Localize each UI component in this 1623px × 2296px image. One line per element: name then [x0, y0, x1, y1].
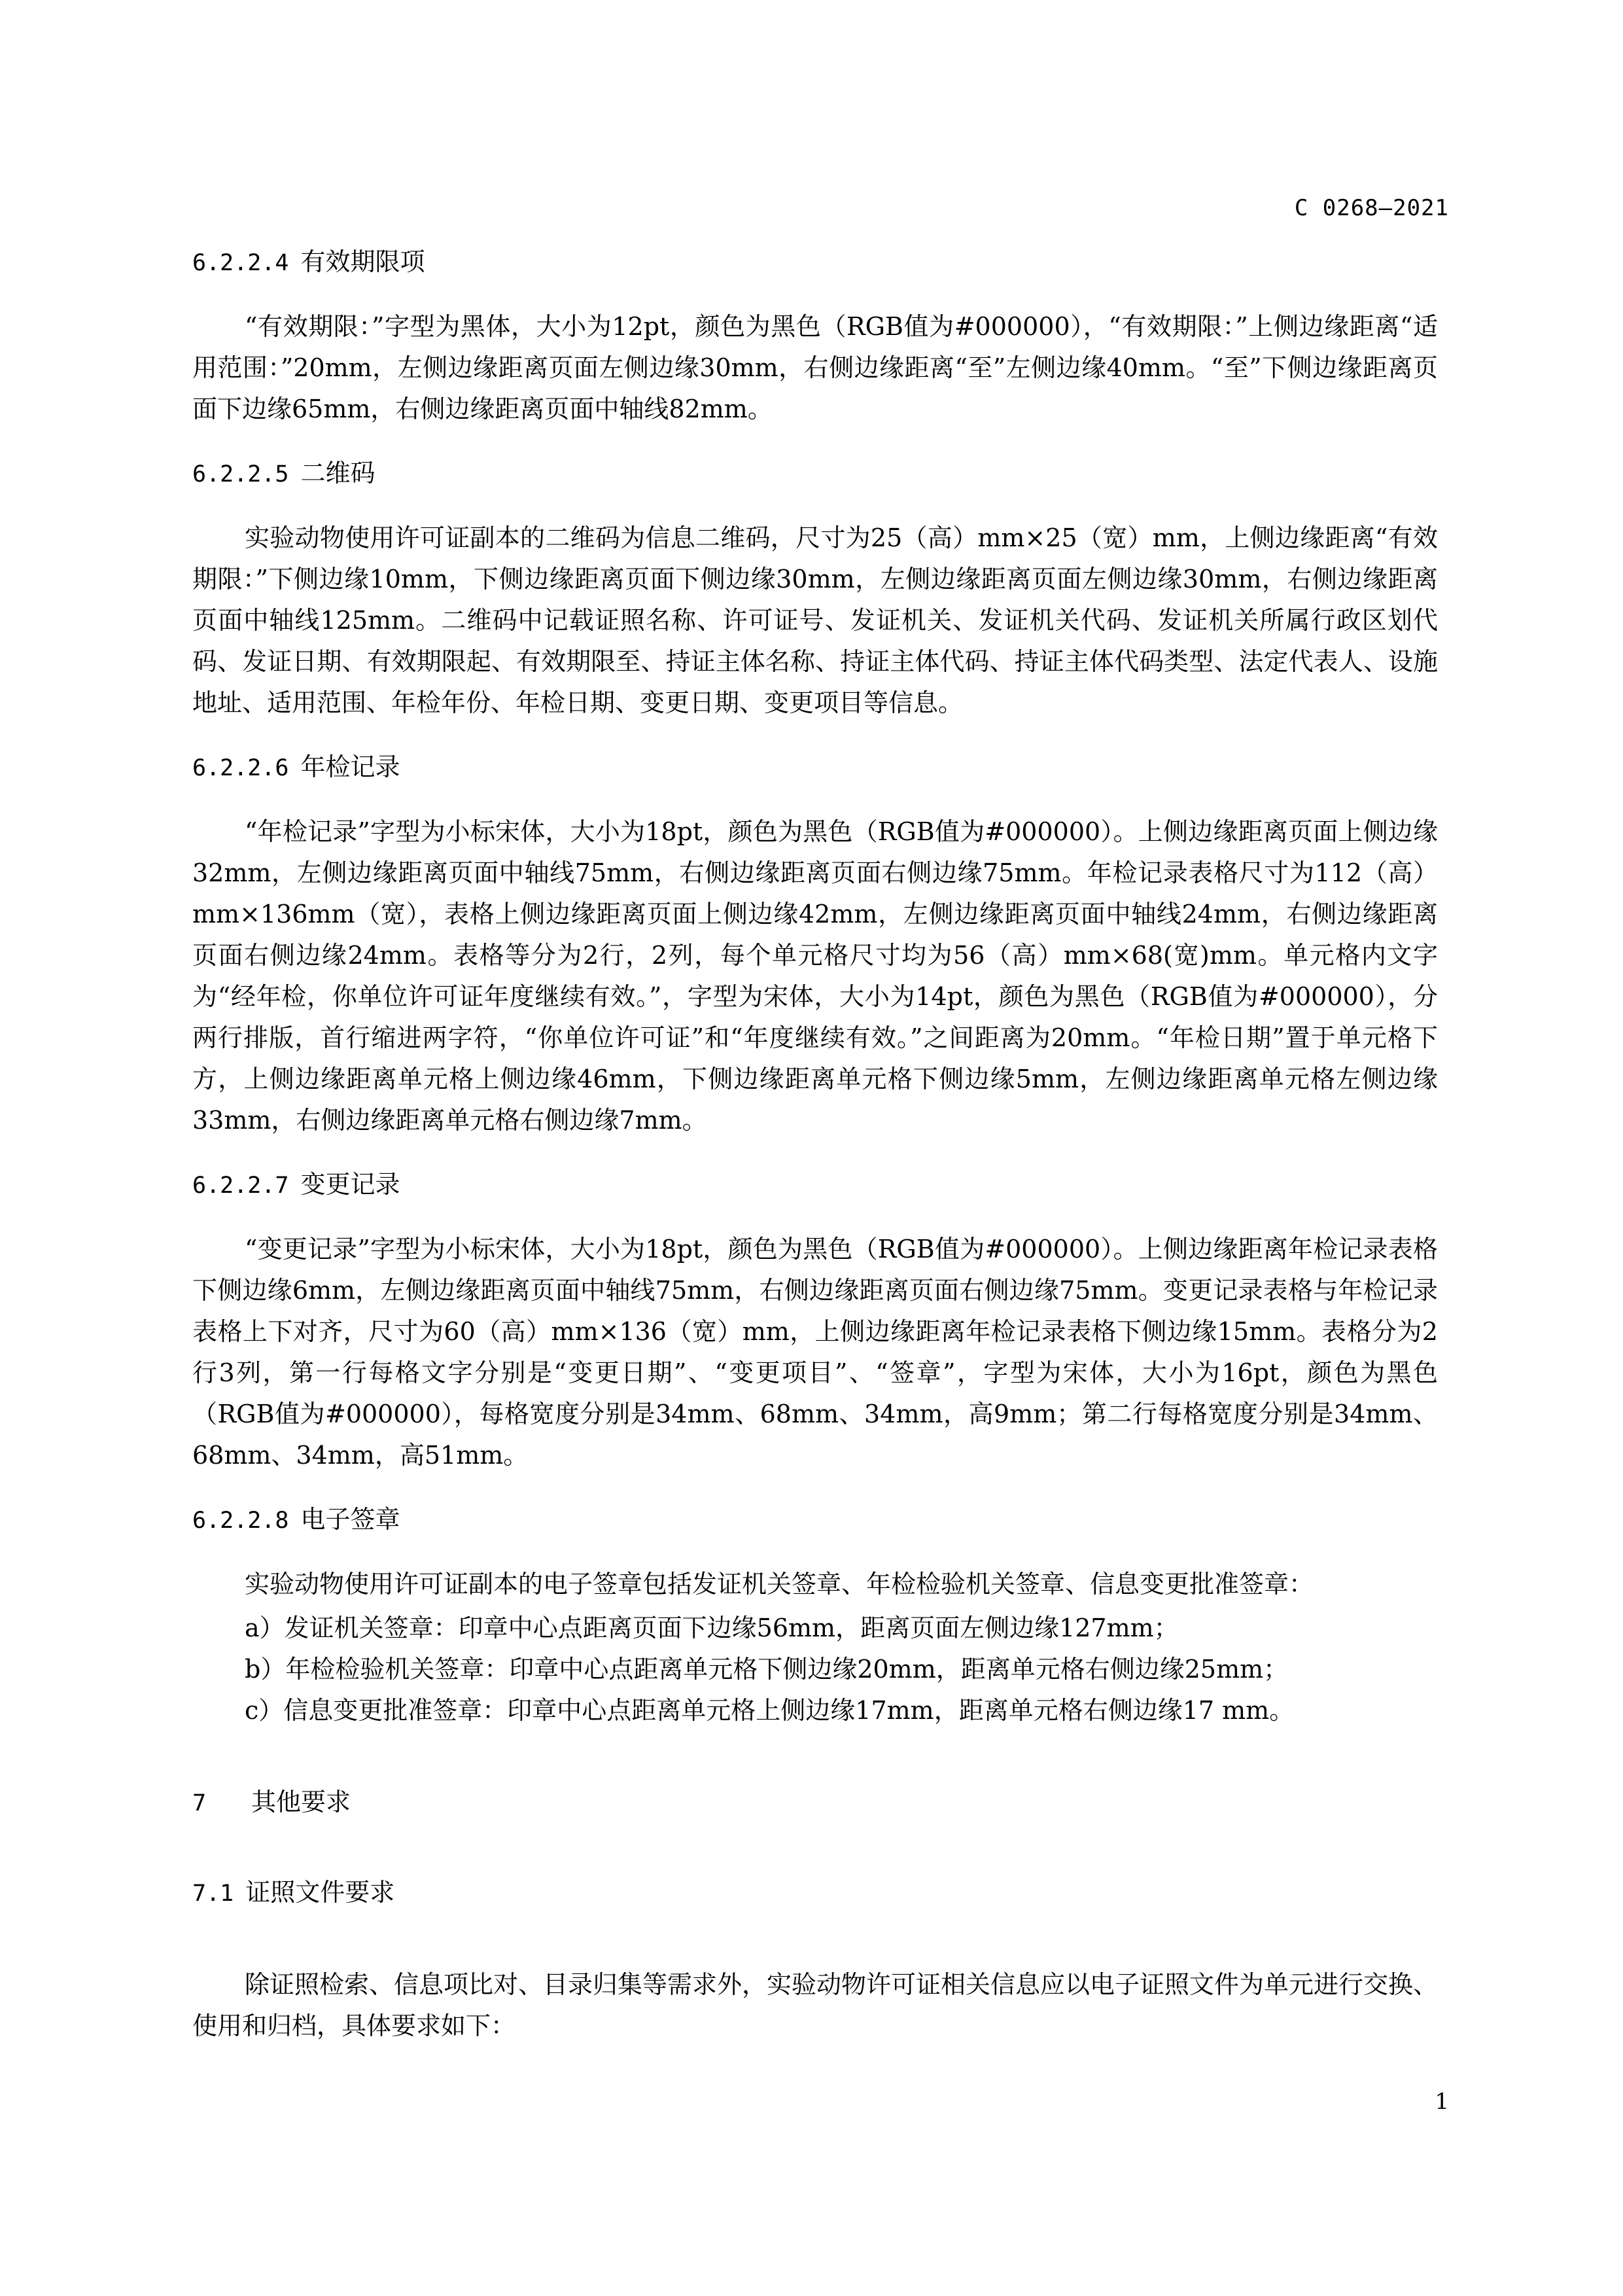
section-title: 证照文件要求 — [245, 1878, 395, 1907]
paragraph: 实验动物使用许可证副本的二维码为信息二维码，尺寸为25（高）mm×25（宽）mm，上侧边缘距离“有效期限：”下侧边缘10mm，下侧边缘距离页面下侧边缘30mm，左侧边缘距离页面左侧边缘30mm，右侧边缘距离页面中轴线125mm。二维码中记载证照名称、许可证号、发证机关、发证机关代码、发证机关所属行政区划代码、发证日期、有效期限起、有效期限至、持证主体名称、持证主体代码、持证主体代码类型、法定代表人、设施地址、适用范围、年检年份、年检日期、变更日期、变更项目等信息。 — [192, 523, 1438, 717]
page-body — [192, 243, 1438, 2072]
chapter-number: 7 — [192, 1790, 207, 1816]
section-number: 6.2.2.6 — [192, 755, 289, 781]
section-number: 6.2.2.5 — [192, 461, 289, 487]
section-heading-6224 — [192, 243, 1438, 281]
section-number: 7.1 — [192, 1881, 234, 1907]
chapter-title: 其他要求 — [251, 1788, 351, 1816]
chapter-heading-7 — [192, 1784, 1438, 1822]
section-heading-6227 — [192, 1166, 1438, 1204]
page-number: 1 — [1435, 2089, 1449, 2115]
section-heading-71 — [192, 1874, 1438, 1912]
paragraph: “有效期限：”字型为黑体，大小为12pt，颜色为黑色（RGB值为#000000），“有效期限：”上侧边缘距离“适用范围：”20mm，左侧边缘距离页面左侧边缘30mm，右侧边缘距离“至”左侧边缘40mm。“至”下侧边缘距离页面下边缘65mm，右侧边缘距离页面中轴线82mm。 — [192, 312, 1438, 423]
signature-list — [192, 1608, 1438, 1731]
list-item: a）发证机关签章：印章中心点距离页面下边缘56mm，距离页面左侧边缘127mm； — [245, 1614, 1179, 1642]
paragraph: “年检记录”字型为小标宋体，大小为18pt，颜色为黑色（RGB值为#000000）。上侧边缘距离页面上侧边缘32mm，左侧边缘距离页面中轴线75mm，右侧边缘距离页面右侧边缘75mm。年检记录表格尺寸为112（高）mm×136mm（宽），表格上侧边缘距离页面上侧边缘42mm，左侧边缘距离页面中轴线24mm，右侧边缘距离页面右侧边缘24mm。表格等分为2行，2列，每个单元格尺寸均为56（高）mm×68(宽)mm。单元格内文字为“经年检，你单位许可证年度继续有效。”，字型为宋体，大小为14pt，颜色为黑色（RGB值为#000000），分两行排版，首行缩进两字符，“你单位许可证”和“年度继续有效。”之间距离为20mm。“年检日期”置于单元格下方，上侧边缘距离单元格上侧边缘46mm，下侧边缘距离单元格下侧边缘5mm，左侧边缘距离单元格左侧边缘33mm，右侧边缘距离单元格右侧边缘7mm。 — [192, 817, 1438, 1135]
section-number: 6.2.2.8 — [192, 1508, 289, 1534]
list-item: c）信息变更批准签章：印章中心点距离单元格上侧边缘17mm，距离单元格右侧边缘17 mm。 — [245, 1696, 1295, 1725]
paragraph: “变更记录”字型为小标宋体，大小为18pt，颜色为黑色（RGB值为#000000）。上侧边缘距离年检记录表格下侧边缘6mm，左侧边缘距离页面中轴线75mm，右侧边缘距离页面右侧边缘75mm。变更记录表格与年检记录表格上下对齐，尺寸为60（高）mm×136（宽）mm，上侧边缘距离年检记录表格下侧边缘15mm。表格分为2行3列，第一行每格文字分别是“变更日期”、“变更项目”、“签章”，字型为宋体，大小为16pt，颜色为黑色（RGB值为#000000），每格宽度分别是34mm、68mm、34mm，高9mm；第二行每格宽度分别是34mm、68mm、34mm，高51mm。 — [192, 1235, 1438, 1470]
section-title: 有效期限项 — [300, 247, 425, 276]
paragraph: 实验动物使用许可证副本的电子签章包括发证机关签章、年检检验机关签章、信息变更批准签章： — [245, 1570, 1314, 1598]
section-title: 二维码 — [300, 459, 375, 487]
section-number: 6.2.2.4 — [192, 250, 289, 276]
paragraph: 除证照检索、信息项比对、目录归集等需求外，实验动物许可证相关信息应以电子证照文件为单元进行交换、使用和归档，具体要求如下： — [192, 1970, 1439, 2040]
section-heading-6225 — [192, 455, 1438, 493]
section-heading-6228 — [192, 1501, 1438, 1539]
document-code: C 0268—2021 — [1294, 195, 1449, 221]
section-title: 年检记录 — [300, 752, 400, 781]
list-item: b）年检检验机关签章：印章中心点距离单元格下侧边缘20mm，距离单元格右侧边缘25mm； — [245, 1655, 1289, 1684]
section-title: 变更记录 — [300, 1170, 400, 1199]
section-number: 6.2.2.7 — [192, 1173, 289, 1199]
section-title: 电子签章 — [300, 1505, 400, 1534]
section-heading-6226 — [192, 749, 1438, 786]
